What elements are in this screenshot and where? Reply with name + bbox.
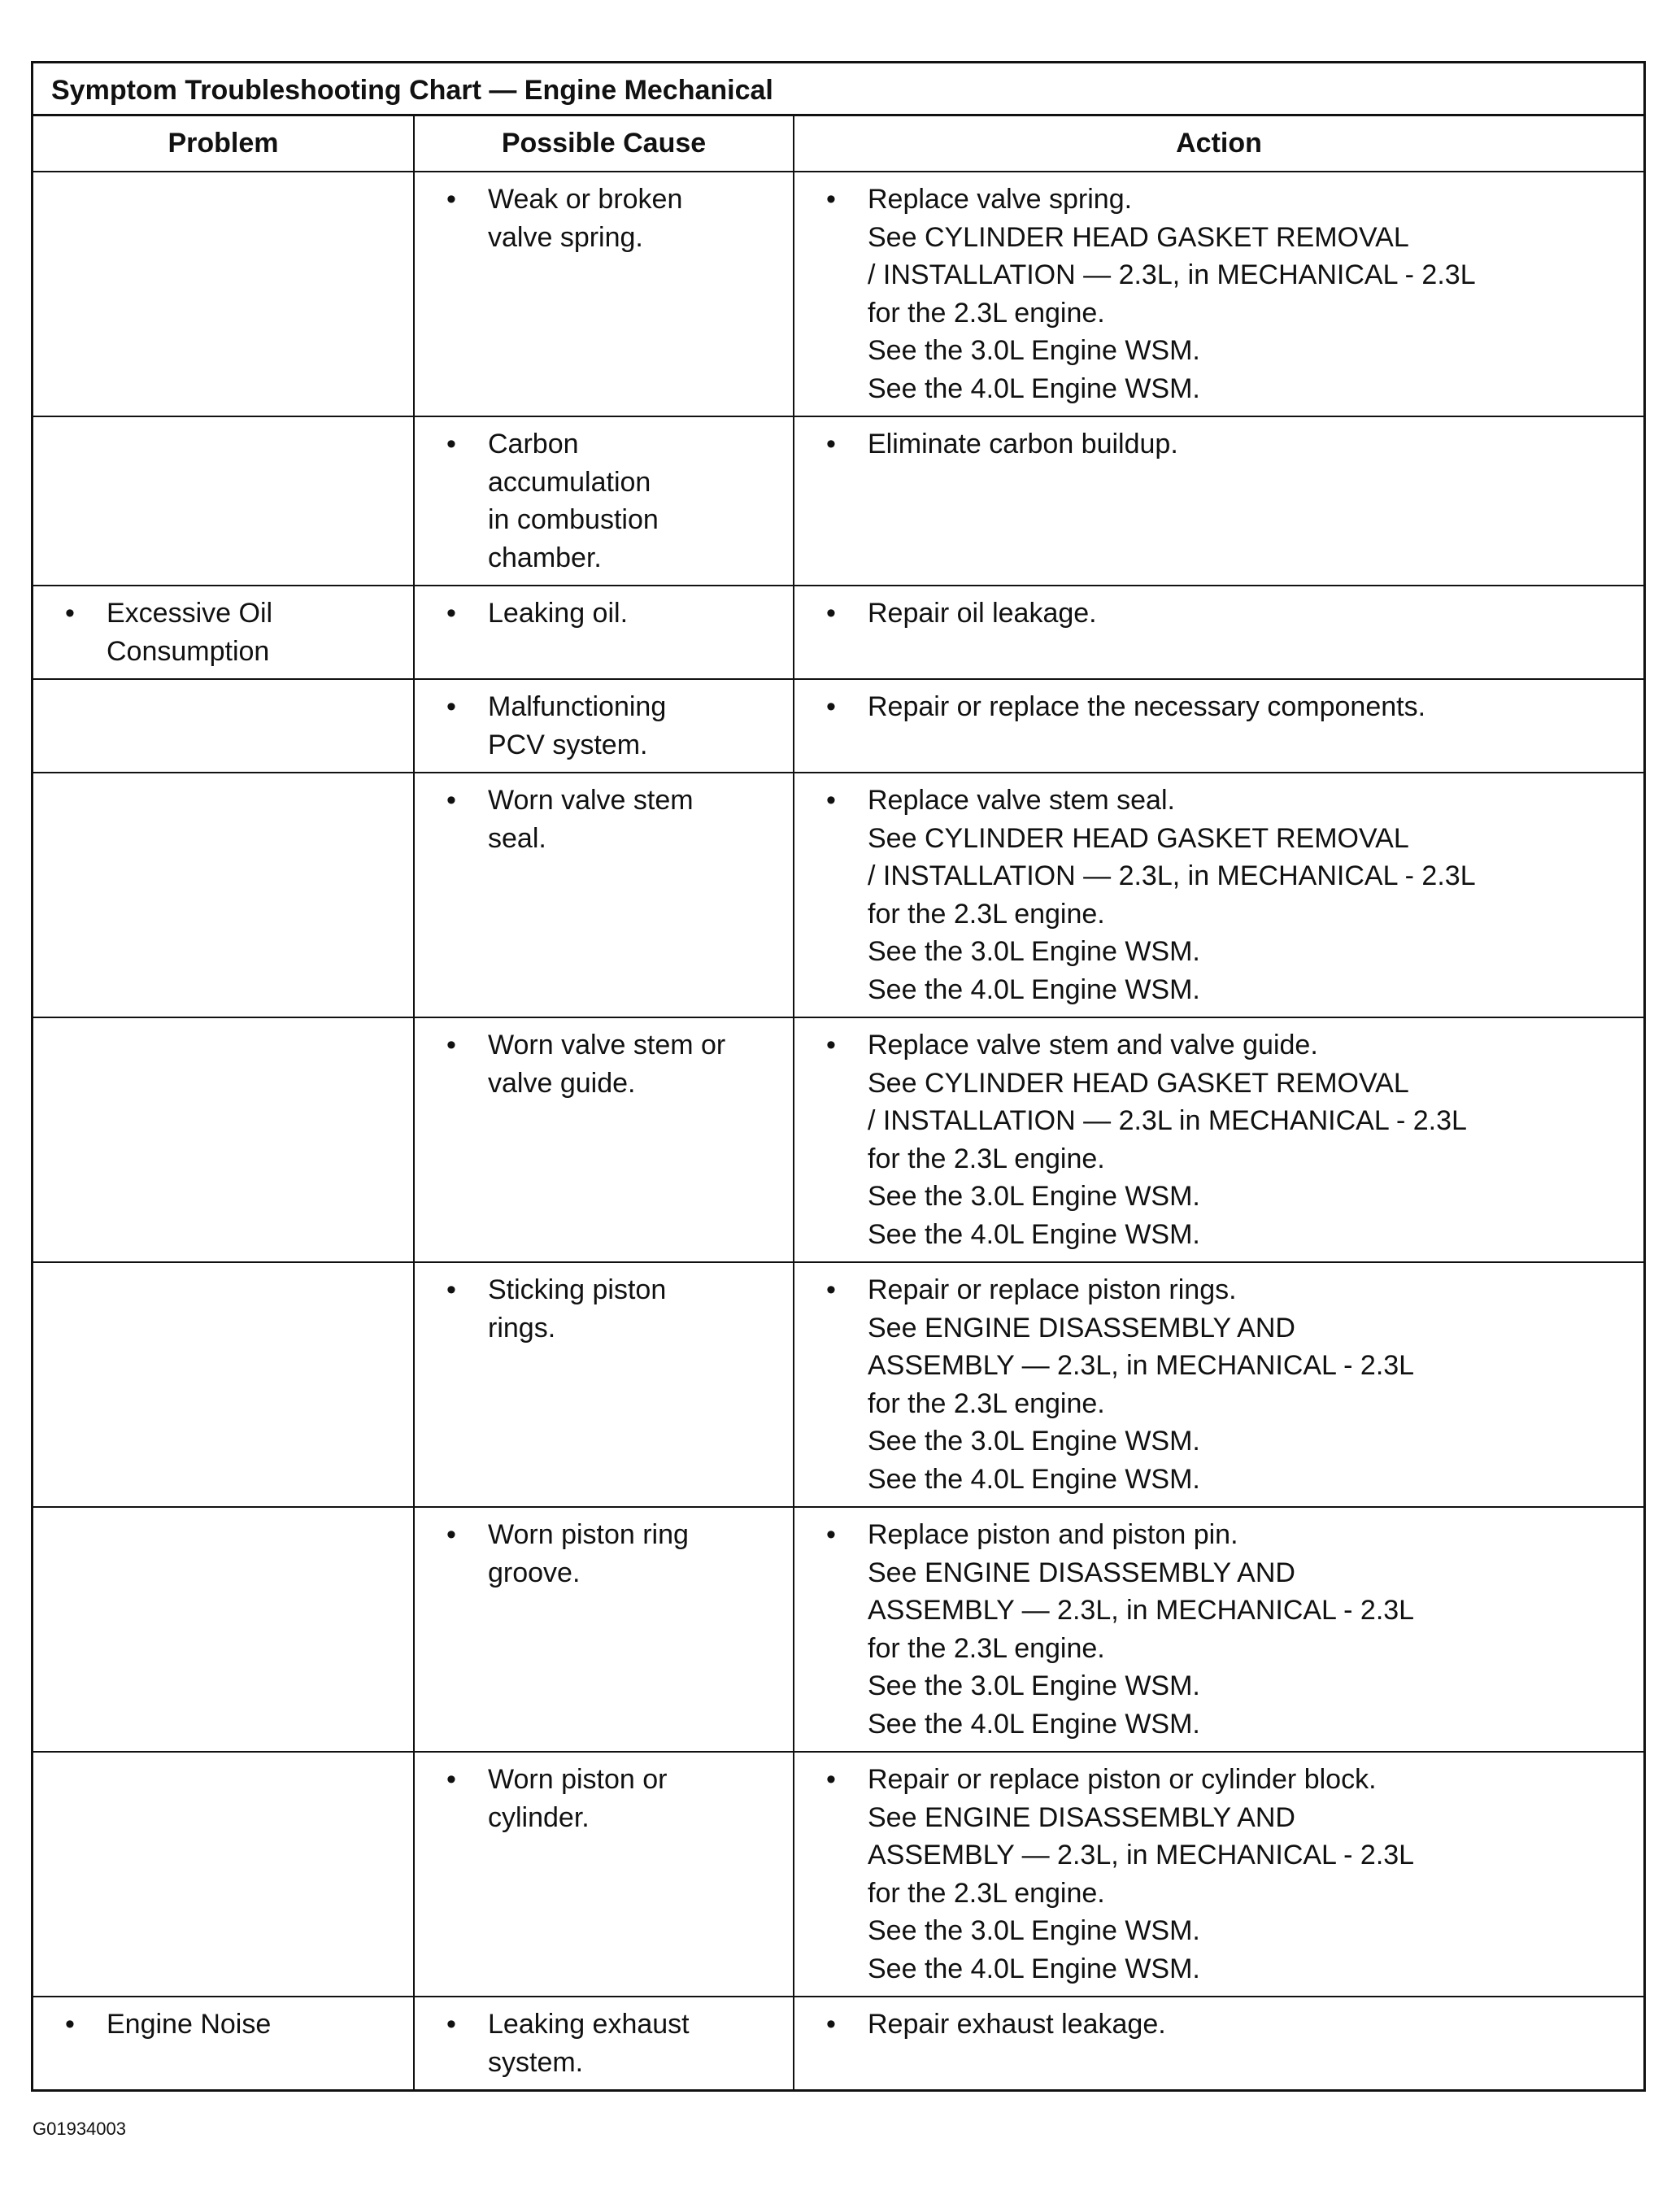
table-row — [33, 679, 1643, 773]
bullet-icon: • — [826, 429, 836, 459]
bullet-icon: • — [826, 1764, 836, 1795]
list-item — [415, 1271, 786, 1347]
bullet-icon: • — [446, 691, 456, 722]
list-item — [415, 425, 786, 577]
cause-text: Worn piston or cylinder. — [488, 1764, 668, 1833]
action-text: Replace valve spring. See CYLINDER HEAD GASKET REMOVAL / INSTALLATION — 2.3L, in MECHANICAL - 2.3L for the 2.3L engine. See the 3.0L Engine WSM. See the 4.0L Engine WSM. — [868, 184, 1476, 404]
action-text: Repair or replace the necessary components. — [868, 691, 1426, 722]
bullet-icon: • — [446, 598, 456, 629]
list-item — [794, 425, 1637, 464]
action-text: Repair or replace piston or cylinder block. See ENGINE DISASSEMBLY AND ASSEMBLY — 2.3L, in MECHANICAL - 2.3L for the 2.3L engine. See the 3.0L Engine WSM. See the 4.0L Engine WSM. — [868, 1764, 1415, 1984]
chart-title: Symptom Troubleshooting Chart — Engine Mechanical — [33, 63, 1643, 116]
list-item — [794, 594, 1637, 633]
possible-cause-cell — [414, 416, 794, 586]
bullet-icon: • — [446, 1519, 456, 1550]
list-item — [794, 782, 1637, 1008]
action-cell — [794, 586, 1643, 679]
bullet-icon: • — [446, 429, 456, 459]
list-item — [415, 782, 786, 857]
possible-cause-cell — [414, 679, 794, 773]
bullet-icon: • — [446, 1030, 456, 1060]
cause-text: Malfunctioning PCV system. — [488, 691, 667, 760]
cause-text: Worn valve stem seal. — [488, 785, 694, 854]
problem-cell — [33, 1017, 414, 1262]
action-cell — [794, 172, 1643, 416]
list-item — [794, 1516, 1637, 1743]
list-item — [415, 1026, 786, 1102]
action-cell — [794, 1262, 1643, 1507]
action-cell — [794, 1752, 1643, 1997]
header-possible-cause: Possible Cause — [414, 116, 794, 172]
cause-text: Carbon accumulation in combustion chamber. — [488, 429, 659, 573]
table-row — [33, 1752, 1643, 1997]
bullet-icon: • — [446, 184, 456, 215]
list-item — [415, 1761, 786, 1836]
action-cell — [794, 1997, 1643, 2089]
action-text: Repair exhaust leakage. — [868, 2009, 1166, 2040]
bullet-icon: • — [446, 2009, 456, 2040]
problem-cell — [33, 1997, 414, 2089]
table-body — [33, 172, 1643, 2089]
possible-cause-cell — [414, 1507, 794, 1752]
cause-text: Worn piston ring groove. — [488, 1519, 689, 1588]
list-item — [794, 2006, 1637, 2044]
list-item — [794, 181, 1637, 407]
action-cell — [794, 679, 1643, 773]
action-cell — [794, 1507, 1643, 1752]
table-row — [33, 1262, 1643, 1507]
list-item — [33, 594, 407, 670]
action-text: Eliminate carbon buildup. — [868, 429, 1178, 459]
bullet-icon: • — [826, 184, 836, 215]
action-text: Replace valve stem and valve guide. See CYLINDER HEAD GASKET REMOVAL / INSTALLATION — 2.3L in MECHANICAL - 2.3L for the 2.3L engine. See the 3.0L Engine WSM. See the 4.0L Engine WSM. — [868, 1030, 1467, 1250]
header-problem: Problem — [33, 116, 414, 172]
cause-text: Weak or broken valve spring. — [488, 184, 683, 253]
bullet-icon: • — [826, 1030, 836, 1060]
cause-text: Leaking oil. — [488, 598, 629, 629]
bullet-icon: • — [826, 598, 836, 629]
table-row — [33, 1997, 1643, 2089]
problem-text: Engine Noise — [107, 2009, 272, 2040]
figure-id: G01934003 — [33, 2119, 126, 2139]
troubleshooting-chart — [31, 61, 1646, 2092]
bullet-icon: • — [446, 1764, 456, 1795]
action-cell — [794, 416, 1643, 586]
table-row — [33, 773, 1643, 1017]
bullet-icon: • — [446, 1274, 456, 1305]
action-cell — [794, 773, 1643, 1017]
cause-text: Worn valve stem or valve guide. — [488, 1030, 726, 1099]
problem-cell — [33, 172, 414, 416]
bullet-icon: • — [826, 1519, 836, 1550]
list-item — [794, 1026, 1637, 1253]
action-text: Repair oil leakage. — [868, 598, 1097, 629]
list-item — [415, 2006, 786, 2081]
bullet-icon: • — [446, 785, 456, 816]
possible-cause-cell — [414, 773, 794, 1017]
table-row — [33, 1017, 1643, 1262]
list-item — [794, 688, 1637, 726]
action-text: Replace piston and piston pin. See ENGINE DISASSEMBLY AND ASSEMBLY — 2.3L, in MECHANICAL - 2.3L for the 2.3L engine. See the 3.0L Engine WSM. See the 4.0L Engine WSM. — [868, 1519, 1415, 1740]
possible-cause-cell — [414, 1997, 794, 2089]
table-row — [33, 416, 1643, 586]
list-item — [794, 1271, 1637, 1498]
possible-cause-cell — [414, 1262, 794, 1507]
bullet-icon: • — [826, 785, 836, 816]
list-item — [794, 1761, 1637, 1988]
bullet-icon: • — [826, 2009, 836, 2040]
bullet-icon: • — [826, 691, 836, 722]
action-text: Repair or replace piston rings. See ENGINE DISASSEMBLY AND ASSEMBLY — 2.3L, in MECHANICAL - 2.3L for the 2.3L engine. See the 3.0L Engine WSM. See the 4.0L Engine WSM. — [868, 1274, 1415, 1495]
problem-cell — [33, 586, 414, 679]
list-item — [415, 181, 786, 256]
action-cell — [794, 1017, 1643, 1262]
problem-cell — [33, 1262, 414, 1507]
possible-cause-cell — [414, 172, 794, 416]
action-text: Replace valve stem seal. See CYLINDER HEAD GASKET REMOVAL / INSTALLATION — 2.3L, in MECHANICAL - 2.3L for the 2.3L engine. See the 3.0L Engine WSM. See the 4.0L Engine WSM. — [868, 785, 1476, 1005]
header-action: Action — [794, 116, 1643, 172]
list-item — [415, 688, 786, 764]
list-item — [415, 594, 786, 633]
bullet-icon: • — [65, 2009, 75, 2040]
list-item — [33, 2006, 407, 2044]
table-row — [33, 1507, 1643, 1752]
table-row — [33, 172, 1643, 416]
troubleshooting-table — [33, 116, 1643, 2089]
possible-cause-cell — [414, 1752, 794, 1997]
possible-cause-cell — [414, 1017, 794, 1262]
problem-cell — [33, 679, 414, 773]
cause-text: Sticking piston rings. — [488, 1274, 667, 1344]
table-row — [33, 586, 1643, 679]
bullet-icon: • — [826, 1274, 836, 1305]
possible-cause-cell — [414, 586, 794, 679]
cause-text: Leaking exhaust system. — [488, 2009, 690, 2078]
problem-cell — [33, 773, 414, 1017]
problem-text: Excessive Oil Consumption — [107, 598, 273, 667]
problem-cell — [33, 1752, 414, 1997]
problem-cell — [33, 1507, 414, 1752]
list-item — [415, 1516, 786, 1592]
problem-cell — [33, 416, 414, 586]
header-row — [33, 116, 1643, 172]
bullet-icon: • — [65, 598, 75, 629]
